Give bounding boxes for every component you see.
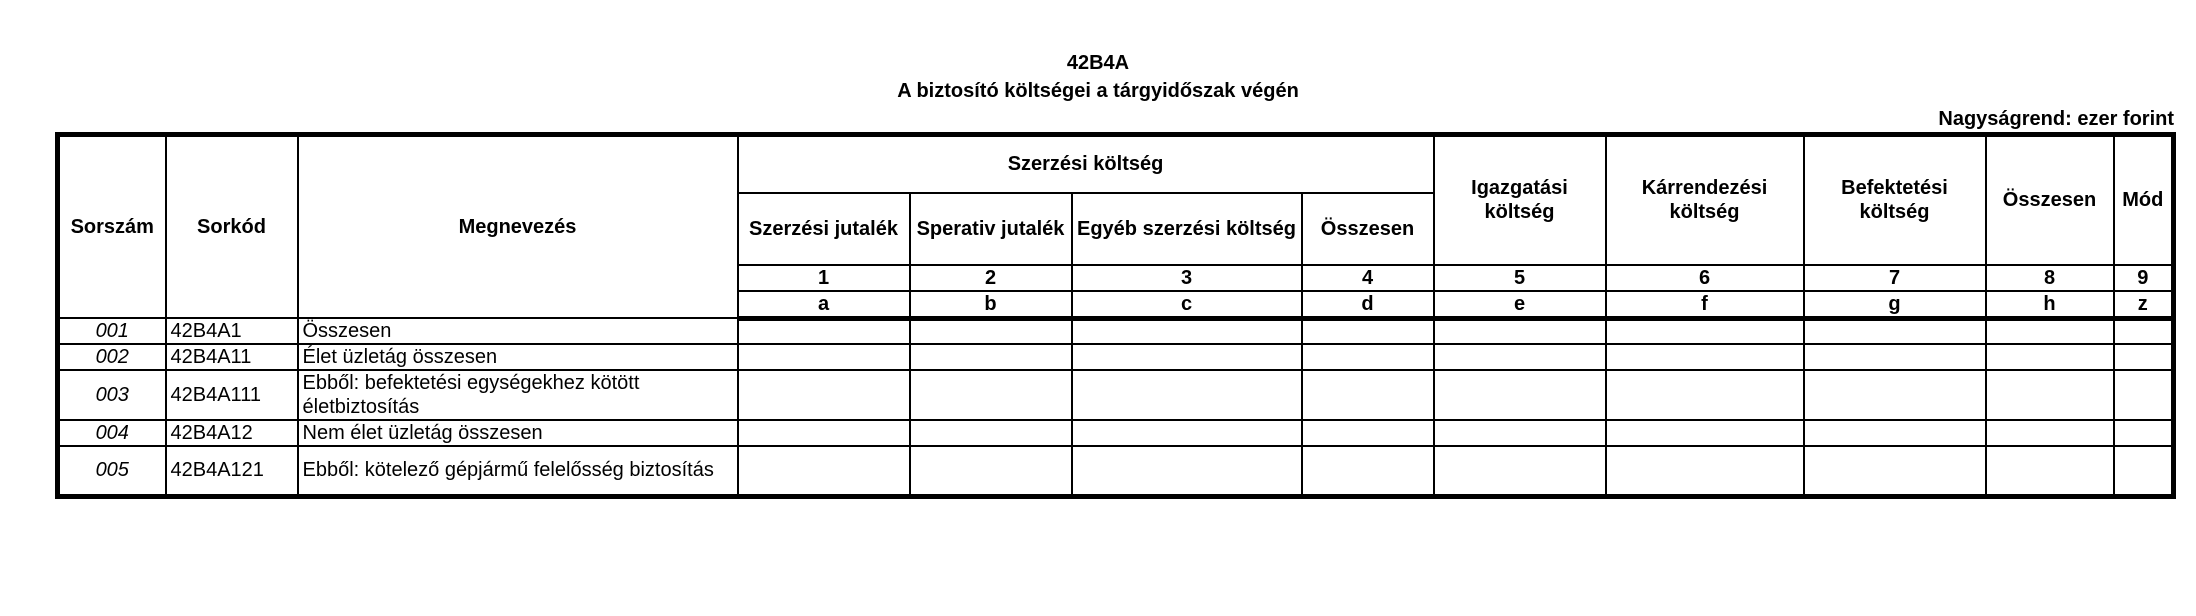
form-title: A biztosító költségei a tárgyidőszak végén [897,80,1299,102]
value-cell[interactable] [1986,446,2114,496]
column-number: 5 [1434,265,1606,291]
value-cell[interactable] [1606,446,1804,496]
row-sorszam: 002 [58,344,166,370]
row-sorszam: 005 [58,446,166,496]
header-osszesen-total: Összesen [1986,135,2114,265]
header-befektetesi: Befektetési költség [1804,135,1986,265]
value-cell[interactable] [1072,446,1302,496]
table-row [58,370,2174,420]
column-letter: c [1072,291,1302,319]
value-cell[interactable] [910,420,1072,446]
value-cell[interactable] [738,370,910,420]
value-cell[interactable] [1302,318,1434,344]
row-sorkod: 42B4A11 [166,344,298,370]
row-sorkod: 42B4A1 [166,318,298,344]
value-cell[interactable] [1302,344,1434,370]
value-cell[interactable] [1986,318,2114,344]
table-row [58,344,2174,370]
value-cell[interactable] [1606,420,1804,446]
value-cell[interactable] [738,318,910,344]
header-szerzesi-jutalek: Szerzési jutalék [738,193,910,265]
value-cell[interactable] [1986,370,2114,420]
value-cell[interactable] [1606,370,1804,420]
column-number: 2 [910,265,1072,291]
value-cell[interactable] [1434,446,1606,496]
value-cell[interactable] [1804,370,1986,420]
column-letter: b [910,291,1072,319]
row-megnevezes: Ebből: kötelező gépjármű felelősség biztosítás [298,446,738,496]
column-number: 6 [1606,265,1804,291]
value-cell[interactable] [2114,318,2174,344]
value-cell[interactable] [1804,344,1986,370]
value-cell[interactable] [910,446,1072,496]
value-cell[interactable] [738,344,910,370]
value-cell[interactable] [1434,420,1606,446]
column-letter: g [1804,291,1986,319]
row-megnevezes: Ebből: befektetési egységekhez kötött életbiztosítás [298,370,738,420]
value-cell[interactable] [910,370,1072,420]
table-row [58,420,2174,446]
column-letter: h [1986,291,2114,319]
header-megnevezes: Megnevezés [298,135,738,319]
form-code: 42B4A [1066,52,1130,74]
header-sorszam: Sorszám [58,135,166,319]
header-egyeb-szerzesi: Egyéb szerzési költség [1072,193,1302,265]
column-letter: f [1606,291,1804,319]
column-number: 8 [1986,265,2114,291]
column-letter: z [2114,291,2174,319]
row-megnevezes: Összesen [298,318,738,344]
row-sorkod: 42B4A121 [166,446,298,496]
value-cell[interactable] [738,446,910,496]
value-cell[interactable] [1434,370,1606,420]
column-number: 3 [1072,265,1302,291]
value-cell[interactable] [738,420,910,446]
value-cell[interactable] [1302,446,1434,496]
unit-label: Nagyságrend: ezer forint [1938,108,2174,130]
value-cell[interactable] [2114,420,2174,446]
column-letter: d [1302,291,1434,319]
column-letter: a [738,291,910,319]
table-row [58,318,2174,344]
value-cell[interactable] [1072,370,1302,420]
header-sorkod: Sorkód [166,135,298,319]
header-igazgatasi: Igazgatási költség [1434,135,1606,265]
column-letter: e [1434,291,1606,319]
column-number: 1 [738,265,910,291]
row-megnevezes: Élet üzletág összesen [298,344,738,370]
value-cell[interactable] [1302,370,1434,420]
table-row [58,446,2174,496]
value-cell[interactable] [2114,344,2174,370]
value-cell[interactable] [1606,318,1804,344]
header-group-szerzesi: Szerzési költség [738,135,1434,193]
value-cell[interactable] [1434,318,1606,344]
column-number: 9 [2114,265,2174,291]
value-cell[interactable] [2114,446,2174,496]
value-cell[interactable] [1072,318,1302,344]
cost-table [55,132,2176,499]
value-cell[interactable] [1804,420,1986,446]
header-sperativ-jutalek: Sperativ jutalék [910,193,1072,265]
row-sorkod: 42B4A111 [166,370,298,420]
row-megnevezes: Nem élet üzletág összesen [298,420,738,446]
row-sorkod: 42B4A12 [166,420,298,446]
value-cell[interactable] [2114,370,2174,420]
header-mod: Mód [2114,135,2174,265]
column-number: 7 [1804,265,1986,291]
value-cell[interactable] [1804,446,1986,496]
row-sorszam: 004 [58,420,166,446]
value-cell[interactable] [1606,344,1804,370]
column-number: 4 [1302,265,1434,291]
value-cell[interactable] [1986,344,2114,370]
value-cell[interactable] [1986,420,2114,446]
value-cell[interactable] [910,318,1072,344]
value-cell[interactable] [1072,420,1302,446]
value-cell[interactable] [1804,318,1986,344]
value-cell[interactable] [1302,420,1434,446]
value-cell[interactable] [1434,344,1606,370]
row-sorszam: 001 [58,318,166,344]
row-sorszam: 003 [58,370,166,420]
value-cell[interactable] [1072,344,1302,370]
value-cell[interactable] [910,344,1072,370]
header-karrendezesi: Kárrendezési költség [1606,135,1804,265]
header-szerzesi-osszesen: Összesen [1302,193,1434,265]
